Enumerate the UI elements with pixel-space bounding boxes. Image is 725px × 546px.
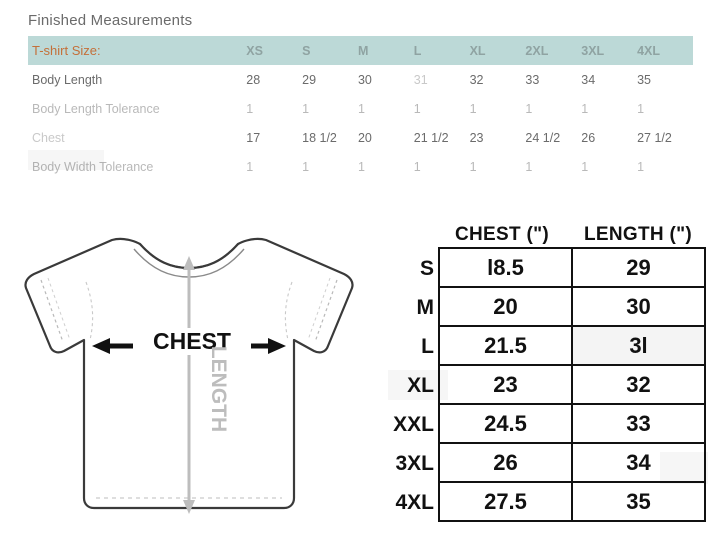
- length-dimension-label: LENGTH: [207, 345, 230, 433]
- header-size-2xl: 2XL: [525, 43, 549, 58]
- cell-body-width-tolerance-l: 1: [413, 159, 421, 174]
- size-chart-rows: [388, 249, 706, 522]
- cell-body-width-tolerance-xl: 1: [469, 159, 477, 174]
- chart-length-xl: 32: [571, 364, 706, 405]
- header-size-xl: XL: [469, 43, 486, 58]
- cell-body-width-tolerance-m: 1: [357, 159, 365, 174]
- tshirt-illustration: [8, 222, 388, 538]
- chart-chest-s: l8.5: [438, 247, 573, 288]
- chart-row-m: [388, 288, 706, 327]
- tshirt-diagram: [8, 222, 388, 538]
- cell-body-width-tolerance-2xl: 1: [525, 159, 533, 174]
- cell-chest-xs: 17: [246, 130, 261, 145]
- row-label-chest: Chest: [32, 130, 65, 145]
- chart-chest-xl: 23: [438, 364, 573, 405]
- chart-size-label-m: M: [416, 295, 434, 319]
- row-label-body-width-tolerance: Body Width Tolerance: [32, 159, 154, 174]
- chart-chest-l: 21.5: [438, 325, 573, 366]
- cell-body-width-tolerance-s: 1: [302, 159, 310, 174]
- cell-chest-2xl: 24 1/2: [525, 130, 561, 145]
- cell-chest-m: 20: [357, 130, 372, 145]
- chart-length-xxl: 33: [571, 403, 706, 444]
- cell-chest-l: 21 1/2: [413, 130, 449, 145]
- chart-size-label-xl: XL: [407, 373, 434, 397]
- size-chart: [388, 214, 706, 522]
- chart-chest-4xl: 27.5: [438, 481, 573, 522]
- cell-chest-4xl: 27 1/2: [637, 130, 672, 145]
- row-label-body-length: Body Length: [32, 72, 103, 87]
- chart-row-xxl: [388, 405, 706, 444]
- cell-chest-3xl: 26: [581, 130, 596, 145]
- chart-header-length: LENGTH ("): [583, 224, 693, 245]
- chart-header-chest: CHEST ("): [454, 224, 550, 245]
- header-size-xs: XS: [246, 43, 263, 58]
- cell-body-length-tolerance-3xl: 1: [581, 101, 589, 116]
- cell-body-length-s: 29: [302, 72, 317, 87]
- chart-size-label-4xl: 4XL: [395, 490, 434, 514]
- cell-body-length-tolerance-xl: 1: [469, 101, 477, 116]
- cell-body-width-tolerance-xs: 1: [246, 159, 254, 174]
- chart-length-l: 3l: [571, 325, 706, 366]
- cell-body-length-tolerance-4xl: 1: [637, 101, 645, 116]
- table-header-row: [28, 36, 693, 65]
- chart-row-xl: [388, 366, 706, 405]
- chart-chest-3xl: 26: [438, 442, 573, 483]
- header-size-3xl: 3XL: [581, 43, 605, 58]
- chart-row-s: [388, 249, 706, 288]
- chart-size-label-l: L: [421, 334, 434, 358]
- table-row: [28, 65, 693, 94]
- cell-body-length-m: 30: [357, 72, 372, 87]
- table-row: [28, 152, 693, 181]
- cell-body-width-tolerance-4xl: 1: [637, 159, 645, 174]
- chart-row-3xl: [388, 444, 706, 483]
- chart-length-s: 29: [571, 247, 706, 288]
- chart-chest-m: 20: [438, 286, 573, 327]
- row-label-body-length-tolerance: Body Length Tolerance: [32, 101, 160, 116]
- cell-body-length-tolerance-l: 1: [413, 101, 421, 116]
- chart-row-4xl: [388, 483, 706, 522]
- chart-size-label-xxl: XXL: [393, 412, 434, 436]
- cell-body-length-tolerance-2xl: 1: [525, 101, 533, 116]
- cell-body-length-2xl: 33: [525, 72, 540, 87]
- size-chart-header: [388, 214, 706, 246]
- header-size-4xl: 4XL: [637, 43, 661, 58]
- header-size-m: M: [357, 43, 369, 58]
- cell-body-length-xl: 32: [469, 72, 484, 87]
- cell-body-length-l: 31: [413, 72, 428, 87]
- header-size-s: S: [302, 43, 311, 58]
- cell-body-length-tolerance-xs: 1: [246, 101, 254, 116]
- cell-body-width-tolerance-3xl: 1: [581, 159, 589, 174]
- chart-length-3xl: 34: [571, 442, 706, 483]
- cell-body-length-3xl: 34: [581, 72, 596, 87]
- cell-body-length-tolerance-s: 1: [302, 101, 310, 116]
- cell-body-length-tolerance-m: 1: [357, 101, 365, 116]
- chart-row-l: [388, 327, 706, 366]
- page-title: Finished Measurements: [28, 12, 193, 29]
- cell-body-length-4xl: 35: [637, 72, 651, 87]
- finished-measurements-table: [28, 36, 693, 181]
- chart-length-m: 30: [571, 286, 706, 327]
- chart-length-4xl: 35: [571, 481, 706, 522]
- cell-chest-xl: 23: [469, 130, 484, 145]
- cell-chest-s: 18 1/2: [302, 130, 337, 145]
- header-size-l: L: [413, 43, 422, 58]
- chart-size-label-s: S: [419, 256, 434, 280]
- cell-body-length-xs: 28: [246, 72, 261, 87]
- chart-chest-xxl: 24.5: [438, 403, 573, 444]
- header-size-label: T-shirt Size:: [32, 43, 101, 58]
- table-row: [28, 123, 693, 152]
- chest-dimension-label: CHEST: [133, 328, 251, 355]
- table-row: [28, 94, 693, 123]
- chart-size-label-3xl: 3XL: [395, 451, 434, 475]
